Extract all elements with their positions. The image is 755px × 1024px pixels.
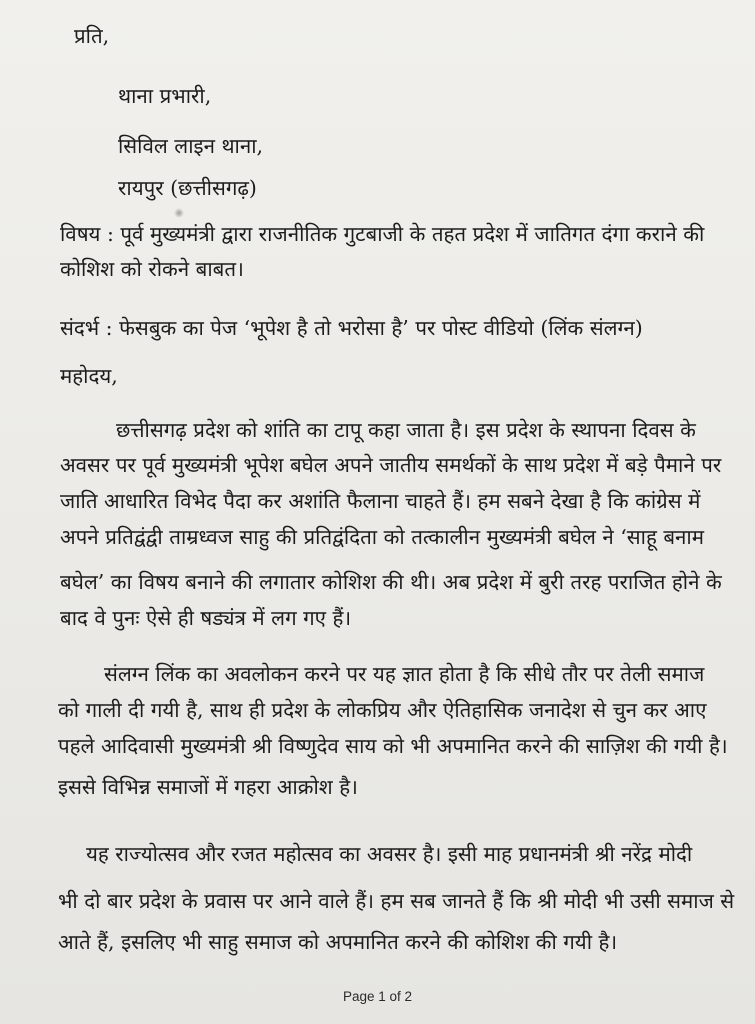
paragraph-2-line-2: को गाली दी गयी है, साथ ही प्रदेश के लोकप्रिय और ऐतिहासिक जनादेश से चुन कर आए (58, 698, 707, 722)
paragraph-1-line-6: बाद वे पुनः ऐसे ही षड्यंत्र में लग गए हैं। (60, 606, 352, 630)
address-line-officer: थाना प्रभारी, (118, 84, 212, 108)
paragraph-1-line-5: बघेल’ का विषय बनाने की लगातार कोशिश की थी। अब प्रदेश में बुरी तरह पराजित होने के (60, 570, 722, 594)
paragraph-2-line-3: पहले आदिवासी मुख्यमंत्री श्री विष्णुदेव साय को भी अपमानित करने की साज़िश की गयी है। (58, 734, 728, 758)
reference-line: संदर्भ : फेसबुक का पेज ‘भूपेश है तो भरोसा है’ पर पोस्ट वीडियो (लिंक संलग्न) (60, 316, 643, 340)
subject-line-2: कोशिश को रोकने बाबत। (60, 257, 244, 281)
subject-line-1: विषय : पूर्व मुख्यमंत्री द्वारा राजनीतिक गुटबाजी के तहत प्रदेश में जातिगत दंगा कराने की (60, 222, 705, 246)
paragraph-3-line-3: आते हैं, इसलिए भी साहु समाज को अपमानित करने की कोशिश की गयी है। (58, 930, 618, 954)
paragraph-1-line-1: छत्तीसगढ़ प्रदेश को शांति का टापू कहा जाता है। इस प्रदेश के स्थापना दिवस के (116, 418, 696, 442)
address-line-city: रायपुर (छत्तीसगढ़) (118, 176, 257, 200)
salutation-to: प्रति, (74, 24, 110, 48)
page-number: Page 1 of 2 (342, 989, 413, 1004)
paragraph-1-line-4: अपने प्रतिद्वंद्वी ताम्रध्वज साहु की प्रतिद्वंदिता को तत्कालीन मुख्यमंत्री बघेल ने ‘साहू बनाम (60, 525, 704, 549)
greeting: महोदय, (60, 364, 118, 388)
paragraph-2-line-1: संलग्न लिंक का अवलोकन करने पर यह ज्ञात होता है कि सीधे तौर पर तेली समाज (104, 662, 705, 686)
paragraph-3-line-1: यह राज्योत्सव और रजत महोत्सव का अवसर है। इसी माह प्रधानमंत्री श्री नरेंद्र मोदी (86, 842, 693, 866)
paragraph-1-line-3: जाति आधारित विभेद पैदा कर अशांति फैलाना चाहते हैं। हम सबने देखा है कि कांग्रेस में (60, 489, 701, 513)
paragraph-3-line-2: भी दो बार प्रदेश के प्रवास पर आने वाले हैं। हम सब जानते हैं कि श्री मोदी भी उसी समाज से (58, 889, 735, 913)
paragraph-1-line-2: अवसर पर पूर्व मुख्यमंत्री भूपेश बघेल अपने जातीय समर्थकों के साथ प्रदेश में बड़े पैमाने पर (60, 453, 722, 477)
paragraph-2-line-4: इससे विभिन्न समाजों में गहरा आक्रोश है। (58, 775, 358, 799)
address-line-station: सिविल लाइन थाना, (118, 134, 264, 158)
ink-smudge (174, 208, 184, 218)
